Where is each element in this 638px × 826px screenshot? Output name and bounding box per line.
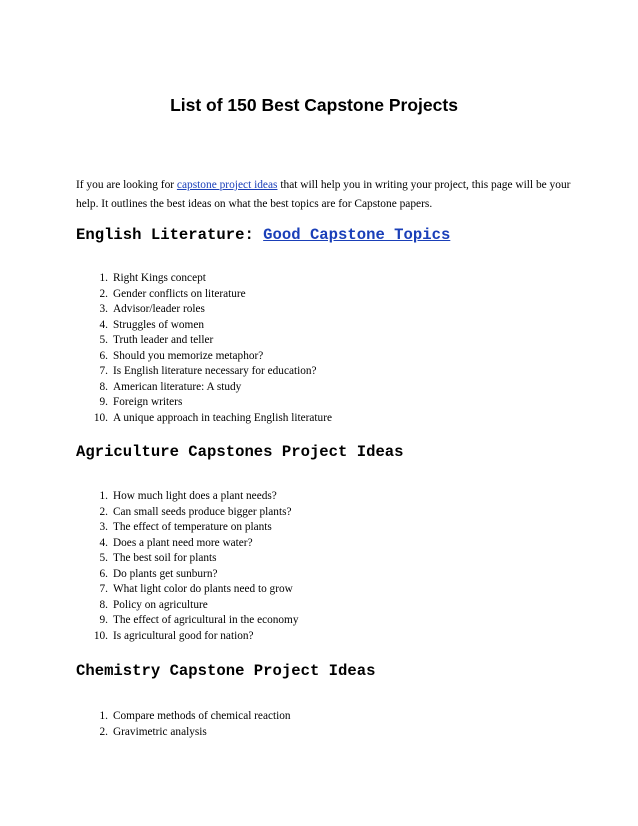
good-capstone-topics-link[interactable]: Good Capstone Topics xyxy=(263,226,451,244)
section-heading-prefix: Chemistry Capstone Project Ideas xyxy=(76,662,376,680)
list-item-number: 1. xyxy=(99,710,108,722)
list-item-text: Gravimetric analysis xyxy=(113,725,207,738)
section-heading-english-literature xyxy=(76,225,450,245)
list-item-number: 1. xyxy=(99,490,108,502)
list-item-number: 1. xyxy=(99,272,108,284)
list-item xyxy=(88,536,298,552)
list-item xyxy=(88,395,332,411)
list-item-number: 6. xyxy=(99,567,108,580)
list-item-text: Right Kings concept xyxy=(113,272,206,284)
list-item-text: American literature: A study xyxy=(113,380,242,393)
list-item xyxy=(88,318,332,334)
list-item-number: 5. xyxy=(99,552,108,564)
list-item xyxy=(88,380,332,396)
list-item-text: The effect of agricultural in the economy xyxy=(113,614,299,626)
section-heading-prefix: English Literature: xyxy=(76,226,264,244)
list-item-text: Foreign writers xyxy=(113,396,183,408)
list-item-text: The effect of temperature on plants xyxy=(113,521,272,533)
list-item xyxy=(88,271,332,287)
english-literature-list xyxy=(88,271,332,426)
list-item xyxy=(88,598,298,614)
list-item-number: 4. xyxy=(99,536,108,549)
capstone-project-ideas-link[interactable]: capstone project ideas xyxy=(176,179,278,191)
list-item-number: 3. xyxy=(99,521,108,533)
list-item-number: 2. xyxy=(99,505,108,518)
page-title: List of 150 Best Capstone Projects xyxy=(170,95,458,115)
list-item xyxy=(88,489,298,505)
list-item xyxy=(88,520,298,536)
list-item xyxy=(88,333,332,349)
list-item xyxy=(88,582,298,598)
list-item-number: 9. xyxy=(99,614,108,626)
list-item xyxy=(88,364,332,380)
chemistry-list xyxy=(88,709,291,740)
list-item xyxy=(88,302,332,318)
list-item-text: Policy on agriculture xyxy=(113,598,208,611)
intro-text-after: that will help you in writing your project, this page will be your help. It outlines the best ideas on what the best topics are for Capstone papers. xyxy=(76,179,571,210)
list-item-text: Is English literature necessary for education? xyxy=(113,365,317,377)
list-item-text: What light color do plants need to grow xyxy=(113,583,293,595)
intro-text-before: If you are looking for xyxy=(76,179,177,191)
list-item-text: Gender conflicts on literature xyxy=(113,287,246,300)
list-item-number: 7. xyxy=(99,583,108,595)
list-item-text: Truth leader and teller xyxy=(113,334,214,346)
list-item-number: 3. xyxy=(99,303,108,315)
list-item-number: 5. xyxy=(99,334,108,346)
list-item xyxy=(88,567,298,583)
list-item-text: Can small seeds produce bigger plants? xyxy=(113,505,292,518)
list-item xyxy=(88,613,298,629)
list-item-text: Should you memorize metaphor? xyxy=(113,349,264,362)
list-item-text: The best soil for plants xyxy=(113,552,217,564)
intro-paragraph xyxy=(76,176,576,214)
list-item-text: How much light does a plant needs? xyxy=(113,490,277,502)
list-item-number: 6. xyxy=(99,349,108,362)
list-item xyxy=(88,709,291,725)
list-item-number: 7. xyxy=(99,365,108,377)
list-item-text: Compare methods of chemical reaction xyxy=(113,710,291,722)
list-item-number: 8. xyxy=(99,380,108,393)
list-item xyxy=(88,551,298,567)
list-item-text: Do plants get sunburn? xyxy=(113,567,218,580)
list-item-text: Is agricultural good for nation? xyxy=(113,629,254,642)
list-item xyxy=(88,505,298,521)
list-item xyxy=(88,411,332,427)
agriculture-list xyxy=(88,489,298,644)
list-item xyxy=(88,725,291,741)
list-item-number: 2. xyxy=(99,287,108,300)
list-item-text: A unique approach in teaching English literature xyxy=(113,411,332,424)
list-item-text: Struggles of women xyxy=(113,318,204,331)
section-heading-agriculture xyxy=(76,442,404,462)
list-item-number: 8. xyxy=(99,598,108,611)
list-item-text: Advisor/leader roles xyxy=(113,303,205,315)
list-item-number: 9. xyxy=(99,396,108,408)
section-heading-prefix: Agriculture Capstones Project Ideas xyxy=(76,443,404,461)
list-item xyxy=(88,349,332,365)
section-heading-chemistry xyxy=(76,661,375,681)
list-item xyxy=(88,287,332,303)
list-item-number: 10. xyxy=(93,629,108,642)
list-item-number: 4. xyxy=(99,318,108,331)
list-item xyxy=(88,629,298,645)
list-item-number: 10. xyxy=(93,411,108,424)
list-item-number: 2. xyxy=(99,725,108,738)
list-item-text: Does a plant need more water? xyxy=(113,536,253,549)
